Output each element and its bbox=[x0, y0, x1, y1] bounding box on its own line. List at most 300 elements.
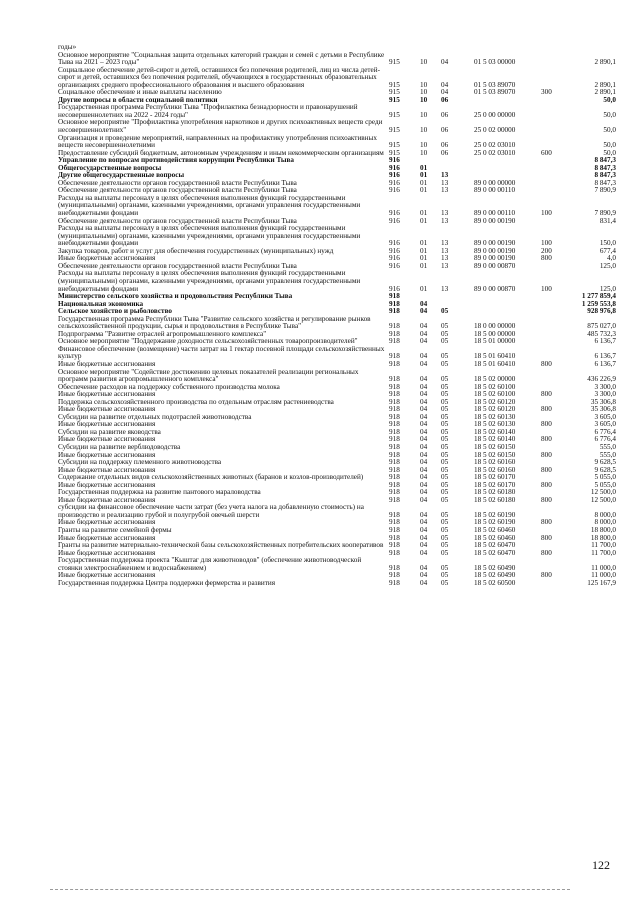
row-subsection-code: 05 bbox=[441, 390, 449, 399]
row-target-article: 18 5 02 60170 bbox=[474, 473, 516, 482]
row-amount: 8 847,3 bbox=[594, 171, 616, 180]
row-expense-type: 800 bbox=[541, 533, 552, 542]
row-amount: 6 776,4 bbox=[594, 427, 616, 436]
row-section-code: 04 bbox=[420, 442, 428, 451]
row-expense-type: 200 bbox=[541, 246, 552, 255]
row-amount: 6 136,7 bbox=[594, 359, 616, 368]
row-ved-code: 918 bbox=[389, 359, 400, 368]
row-amount: 11 700,0 bbox=[591, 541, 616, 550]
table-row bbox=[58, 504, 616, 519]
row-subsection-code: 05 bbox=[441, 375, 449, 384]
row-subsection-code: 05 bbox=[441, 578, 449, 587]
row-expense-type: 800 bbox=[541, 254, 552, 263]
row-ved-code: 915 bbox=[389, 148, 400, 157]
row-subsection-code: 05 bbox=[441, 458, 449, 467]
table-row bbox=[58, 135, 616, 150]
row-target-article: 01 5 03 00000 bbox=[474, 58, 516, 67]
row-section-code: 04 bbox=[420, 307, 428, 316]
row-target-article: 25 0 02 00000 bbox=[474, 126, 516, 135]
row-subsection-code: 05 bbox=[441, 337, 449, 346]
row-target-article: 18 5 01 00000 bbox=[474, 337, 516, 346]
row-ved-code: 916 bbox=[389, 171, 400, 180]
row-amount: 11 700,0 bbox=[591, 548, 616, 557]
row-expense-type: 800 bbox=[541, 518, 552, 527]
row-section-code: 04 bbox=[420, 427, 428, 436]
row-ved-code: 915 bbox=[389, 110, 400, 119]
row-name: Иные бюджетные ассигнования bbox=[58, 420, 156, 429]
row-subsection-code: 05 bbox=[441, 548, 449, 557]
row-subsection-code: 04 bbox=[441, 58, 449, 67]
row-subsection-code: 05 bbox=[441, 518, 449, 527]
row-section-code: 10 bbox=[420, 58, 428, 67]
row-name: Иные бюджетные ассигнования bbox=[58, 548, 156, 557]
row-subsection-code: 05 bbox=[441, 382, 449, 391]
table-row bbox=[58, 119, 616, 134]
row-amount: 9 628,5 bbox=[594, 458, 616, 467]
row-ved-code: 916 bbox=[389, 239, 400, 248]
row-section-code: 10 bbox=[420, 126, 428, 135]
row-subsection-code: 05 bbox=[441, 322, 449, 331]
row-ved-code: 918 bbox=[389, 337, 400, 346]
row-target-article: 01 5 03 89070 bbox=[474, 80, 516, 89]
row-amount: 2 890,1 bbox=[594, 88, 616, 97]
row-name: Иные бюджетные ассигнования bbox=[58, 518, 156, 527]
row-name: Общегосударственные вопросы bbox=[58, 163, 162, 172]
row-name: Иные бюджетные ассигнования bbox=[58, 533, 156, 542]
row-name: Обеспечение деятельности органов государственной власти Республики Тыва bbox=[58, 261, 297, 270]
row-name: Закупка товаров, работ и услуг для обеспечения государственных (муниципальных) нужд bbox=[58, 246, 334, 255]
row-target-article: 18 5 02 60490 bbox=[474, 571, 516, 580]
row-amount: 3 300,0 bbox=[594, 390, 616, 399]
row-amount: 677,4 bbox=[599, 246, 616, 255]
row-subsection-code: 05 bbox=[441, 442, 449, 451]
row-section-code: 04 bbox=[420, 405, 428, 414]
row-target-article: 18 5 02 60500 bbox=[474, 578, 516, 587]
row-amount: 50,0 bbox=[603, 148, 616, 157]
row-expense-type: 800 bbox=[541, 480, 552, 489]
row-name: Гранты на развитие материально-технической базы сельскохозяйственных потребительских кооперативов bbox=[58, 541, 384, 550]
row-subsection-code: 06 bbox=[441, 148, 449, 157]
row-ved-code: 915 bbox=[389, 88, 400, 97]
row-name: Иные бюджетные ассигнования bbox=[58, 495, 156, 504]
row-ved-code: 916 bbox=[389, 254, 400, 263]
row-amount: 9 628,5 bbox=[594, 465, 616, 474]
row-amount: 50,0 bbox=[603, 141, 616, 150]
row-amount: 12 500,0 bbox=[590, 495, 616, 504]
row-name: Расходы на выплаты персоналу в целях обеспечения выполнения функций государственными (муниципальными) органами, казенными учреждениями, органами управления государственными внебюджетными фондами bbox=[58, 224, 361, 248]
row-section-code: 01 bbox=[420, 246, 428, 255]
row-subsection-code: 04 bbox=[441, 80, 449, 89]
row-amount: 436 226,9 bbox=[587, 375, 616, 384]
row-amount: 125,0 bbox=[599, 284, 616, 293]
row-target-article: 25 0 02 03010 bbox=[474, 148, 516, 157]
row-target-article: 18 5 02 60100 bbox=[474, 382, 516, 391]
row-section-code: 01 bbox=[420, 178, 428, 187]
row-section-code: 04 bbox=[420, 533, 428, 542]
budget-table bbox=[58, 44, 616, 587]
row-subsection-code: 05 bbox=[441, 480, 449, 489]
row-ved-code: 918 bbox=[389, 450, 400, 459]
row-target-article: 18 5 02 60460 bbox=[474, 533, 516, 542]
row-subsection-code: 05 bbox=[441, 329, 449, 338]
row-ved-code: 918 bbox=[389, 571, 400, 580]
row-name: Основное мероприятие "Профилактика употребления наркотиков и других психоактивных веществ среди несовершеннолетних" bbox=[58, 118, 383, 135]
row-name: Иные бюджетные ассигнования bbox=[58, 450, 156, 459]
row-target-article: 25 0 02 03010 bbox=[474, 141, 516, 150]
row-section-code: 01 bbox=[420, 254, 428, 263]
row-ved-code: 918 bbox=[389, 322, 400, 331]
row-name: субсидии на финансовое обеспечение части затрат (без учета налога на добавленную стоимость) на производство и реализацию грубой и полугрубой овечьей шерсти bbox=[58, 503, 364, 519]
row-ved-code: 918 bbox=[389, 480, 400, 489]
row-ved-code: 915 bbox=[389, 58, 400, 67]
row-subsection-code: 13 bbox=[441, 209, 449, 218]
row-amount: 6 136,7 bbox=[594, 352, 616, 361]
row-amount: 8 847,3 bbox=[594, 156, 616, 165]
row-ved-code: 918 bbox=[389, 405, 400, 414]
row-section-code: 04 bbox=[420, 563, 428, 572]
row-amount: 485 732,3 bbox=[587, 329, 616, 338]
row-name: годы» bbox=[58, 43, 77, 51]
row-subsection-code: 06 bbox=[441, 141, 449, 150]
row-target-article: 18 5 01 60410 bbox=[474, 359, 516, 368]
table-row bbox=[58, 369, 616, 384]
row-target-article: 89 0 00 00190 bbox=[474, 216, 516, 225]
row-name: Содержание отдельных видов сельскохозяйственных животных (баранов и козлов-производителей) bbox=[58, 473, 364, 482]
row-amount: 35 306,8 bbox=[590, 405, 616, 414]
row-amount: 5 055,0 bbox=[594, 480, 616, 489]
row-amount: 6 776,4 bbox=[594, 435, 616, 444]
row-ved-code: 918 bbox=[389, 563, 400, 572]
row-name: Субсидии на развитие яководства bbox=[58, 427, 161, 436]
row-amount: 928 976,8 bbox=[587, 307, 616, 316]
row-amount: 555,0 bbox=[599, 442, 616, 451]
row-name: Обеспечение деятельности органов государственной власти Республики Тыва bbox=[58, 216, 297, 225]
row-expense-type: 800 bbox=[541, 450, 552, 459]
row-ved-code: 916 bbox=[389, 209, 400, 218]
row-name: Государственная поддержка проекта "Кыштаг для животноводов" (обеспечение животноводческой стоянки электроснабжением и водоснабжением) bbox=[58, 556, 362, 572]
row-name: Иные бюджетные ассигнования bbox=[58, 465, 156, 474]
row-name: Субсидии на развитие верблюдоводства bbox=[58, 442, 181, 451]
row-amount: 50,0 bbox=[603, 126, 616, 135]
row-subsection-code: 05 bbox=[441, 465, 449, 474]
page-number: 122 bbox=[592, 858, 610, 872]
row-ved-code: 918 bbox=[389, 548, 400, 557]
row-name: Обеспечение деятельности органов государственной власти Республики Тыва bbox=[58, 186, 297, 195]
row-target-article: 89 0 00 00190 bbox=[474, 246, 516, 255]
row-subsection-code: 06 bbox=[441, 110, 449, 119]
row-amount: 1 277 859,4 bbox=[581, 292, 616, 301]
row-expense-type: 100 bbox=[541, 239, 552, 248]
row-target-article: 18 5 02 60150 bbox=[474, 450, 516, 459]
row-amount: 8 847,3 bbox=[594, 178, 616, 187]
row-name: Обеспечение деятельности органов государственной власти Республики Тыва bbox=[58, 178, 297, 187]
row-target-article: 18 5 02 60130 bbox=[474, 412, 516, 421]
row-subsection-code: 05 bbox=[441, 541, 449, 550]
row-section-code: 04 bbox=[420, 541, 428, 550]
row-section-code: 04 bbox=[420, 299, 428, 308]
row-subsection-code: 13 bbox=[441, 239, 449, 248]
row-target-article: 89 0 00 00190 bbox=[474, 239, 516, 248]
row-name: Иные бюджетные ассигнования bbox=[58, 254, 156, 263]
row-section-code: 10 bbox=[420, 88, 428, 97]
row-ved-code: 918 bbox=[389, 442, 400, 451]
table-row bbox=[58, 580, 616, 588]
row-subsection-code: 13 bbox=[441, 216, 449, 225]
row-target-article: 18 5 02 00000 bbox=[474, 375, 516, 384]
row-expense-type: 800 bbox=[541, 359, 552, 368]
row-ved-code: 918 bbox=[389, 329, 400, 338]
row-expense-type: 100 bbox=[541, 284, 552, 293]
row-section-code: 10 bbox=[420, 110, 428, 119]
row-target-article: 18 5 02 60470 bbox=[474, 548, 516, 557]
row-subsection-code: 04 bbox=[441, 88, 449, 97]
row-name: Иные бюджетные ассигнования bbox=[58, 390, 156, 399]
row-name: Управление по вопросам противодействия коррупции Республики Тыва bbox=[58, 156, 294, 165]
row-ved-code: 918 bbox=[389, 352, 400, 361]
table-row bbox=[58, 225, 616, 248]
row-subsection-code: 13 bbox=[441, 186, 449, 195]
row-section-code: 01 bbox=[420, 261, 428, 270]
row-target-article: 18 5 02 60140 bbox=[474, 427, 516, 436]
row-subsection-code: 05 bbox=[441, 510, 449, 519]
row-expense-type: 800 bbox=[541, 390, 552, 399]
row-ved-code: 915 bbox=[389, 141, 400, 150]
row-ved-code: 918 bbox=[389, 420, 400, 429]
row-section-code: 04 bbox=[420, 510, 428, 519]
row-name: Сельское хозяйство и рыболовство bbox=[58, 307, 173, 316]
row-name: Основное мероприятие "Содействие достижению целевых показателей реализации региональных программ развития агропромышленного комплекса" bbox=[58, 367, 359, 384]
row-section-code: 04 bbox=[420, 488, 428, 497]
row-subsection-code: 13 bbox=[441, 261, 449, 270]
row-target-article: 89 0 00 00110 bbox=[474, 209, 516, 218]
row-ved-code: 916 bbox=[389, 163, 400, 172]
row-amount: 2 890,1 bbox=[594, 58, 616, 67]
row-section-code: 04 bbox=[420, 352, 428, 361]
row-amount: 5 055,0 bbox=[594, 473, 616, 482]
row-subsection-code: 05 bbox=[441, 563, 449, 572]
row-target-article: 18 5 02 60140 bbox=[474, 435, 516, 444]
row-amount: 8 000,0 bbox=[594, 510, 616, 519]
row-name: Другие общегосударственные вопросы bbox=[58, 171, 185, 180]
row-subsection-code: 05 bbox=[441, 526, 449, 534]
row-expense-type: 800 bbox=[541, 465, 552, 474]
row-section-code: 04 bbox=[420, 571, 428, 580]
row-name: Социальное обеспечение детей-сирот и детей, оставшихся без попечения родителей, лиц из числа детей-сирот и детей, оставшихся без попечения родителей, обучающихся в государственных образовательных организациях среднего профессионального образования и высшего образования bbox=[58, 65, 380, 89]
row-subsection-code: 05 bbox=[441, 495, 449, 504]
row-name: Государственная программа Республики Тыва "Развитие сельского хозяйства и регулирование рынков сельскохозяйственной продукции, сырья и продовольствия в Республике Тыва" bbox=[58, 314, 371, 331]
row-subsection-code: 05 bbox=[441, 427, 449, 436]
row-ved-code: 916 bbox=[389, 216, 400, 225]
row-subsection-code: 05 bbox=[441, 533, 449, 542]
row-ved-code: 918 bbox=[389, 541, 400, 550]
row-amount: 1 259 553,8 bbox=[581, 299, 616, 308]
footer-divider bbox=[50, 889, 570, 890]
row-amount: 875 027,0 bbox=[587, 322, 616, 331]
row-target-article: 18 5 02 60470 bbox=[474, 541, 516, 550]
row-amount: 50,0 bbox=[603, 95, 616, 104]
row-target-article: 18 5 02 60100 bbox=[474, 390, 516, 399]
row-ved-code: 915 bbox=[389, 95, 400, 104]
row-section-code: 04 bbox=[420, 465, 428, 474]
row-target-article: 89 0 00 00000 bbox=[474, 178, 516, 187]
row-name: Организация и проведение мероприятий, направленных на профилактику употребления психоактивных веществ несовершеннолетними bbox=[58, 133, 377, 150]
row-target-article: 89 0 00 00870 bbox=[474, 261, 516, 270]
row-subsection-code: 05 bbox=[441, 397, 449, 406]
row-section-code: 04 bbox=[420, 495, 428, 504]
row-ved-code: 916 bbox=[389, 186, 400, 195]
row-ved-code: 918 bbox=[389, 390, 400, 399]
row-expense-type: 800 bbox=[541, 405, 552, 414]
row-amount: 4,0 bbox=[607, 254, 616, 263]
row-name: Министерство сельского хозяйства и продовольствия Республики Тыва bbox=[58, 292, 293, 301]
row-target-article: 18 5 02 60130 bbox=[474, 420, 516, 429]
row-section-code: 01 bbox=[420, 284, 428, 293]
row-subsection-code: 13 bbox=[441, 284, 449, 293]
row-section-code: 01 bbox=[420, 209, 428, 218]
table-row bbox=[58, 104, 616, 119]
row-amount: 7 890,9 bbox=[594, 186, 616, 195]
row-ved-code: 918 bbox=[389, 465, 400, 474]
row-section-code: 04 bbox=[420, 322, 428, 331]
row-target-article: 18 5 00 00000 bbox=[474, 329, 516, 338]
row-ved-code: 916 bbox=[389, 246, 400, 255]
row-target-article: 01 5 03 89070 bbox=[474, 88, 516, 97]
table-row bbox=[58, 52, 616, 67]
row-name: Расходы на выплаты персоналу в целях обеспечения выполнения функций государственными (муниципальными) органами, казенными учреждениями, органами управления государственными внебюджетными фондами bbox=[58, 269, 361, 293]
row-name: Социальное обеспечение и иные выплаты населению bbox=[58, 88, 222, 97]
row-amount: 125 167,9 bbox=[587, 578, 616, 587]
row-ved-code: 915 bbox=[389, 126, 400, 135]
row-amount: 831,4 bbox=[599, 216, 616, 225]
row-section-code: 04 bbox=[420, 458, 428, 467]
row-ved-code: 918 bbox=[389, 382, 400, 391]
row-subsection-code: 05 bbox=[441, 359, 449, 368]
row-target-article: 18 5 02 60120 bbox=[474, 405, 516, 414]
row-subsection-code: 05 bbox=[441, 405, 449, 414]
row-amount: 18 800,0 bbox=[590, 533, 616, 542]
row-ved-code: 918 bbox=[389, 510, 400, 519]
row-section-code: 10 bbox=[420, 148, 428, 157]
row-amount: 18 800,0 bbox=[590, 526, 616, 534]
row-ved-code: 916 bbox=[389, 178, 400, 187]
row-ved-code: 915 bbox=[389, 80, 400, 89]
row-amount: 8 000,0 bbox=[594, 518, 616, 527]
row-ved-code: 918 bbox=[389, 412, 400, 421]
row-section-code: 01 bbox=[420, 239, 428, 248]
row-name: Подпрограмма "Развитие отраслей агропромышленного комплекса" bbox=[58, 329, 267, 338]
row-target-article: 18 5 02 60180 bbox=[474, 495, 516, 504]
row-subsection-code: 05 bbox=[441, 307, 449, 316]
row-ved-code: 918 bbox=[389, 488, 400, 497]
row-section-code: 01 bbox=[420, 163, 428, 172]
row-amount: 3 605,0 bbox=[594, 420, 616, 429]
row-ved-code: 918 bbox=[389, 533, 400, 542]
row-name: Субсидии на развитие отдельных подотраслей животноводства bbox=[58, 412, 252, 421]
row-amount: 7 890,9 bbox=[594, 209, 616, 218]
row-name: Обеспечение расходов на поддержку собственного производства молока bbox=[58, 382, 280, 391]
row-ved-code: 918 bbox=[389, 375, 400, 384]
row-subsection-code: 13 bbox=[441, 171, 449, 180]
row-amount: 8 847,3 bbox=[594, 163, 616, 172]
row-name: Иные бюджетные ассигнования bbox=[58, 435, 156, 444]
row-name: Поддержка сельскохозяйственного производства по отдельным отраслям растениеводства bbox=[58, 397, 334, 406]
row-section-code: 10 bbox=[420, 141, 428, 150]
row-amount: 6 136,7 bbox=[594, 337, 616, 346]
row-section-code: 04 bbox=[420, 480, 428, 489]
row-ved-code: 916 bbox=[389, 156, 400, 165]
row-ved-code: 918 bbox=[389, 307, 400, 316]
row-expense-type: 800 bbox=[541, 420, 552, 429]
row-subsection-code: 05 bbox=[441, 420, 449, 429]
row-name: Государственная программа Республики Тыва "Профилактика безнадзорности и правонарушений несовершеннолетних на 2022 - 2024 годы" bbox=[58, 103, 358, 119]
row-amount: 50,0 bbox=[603, 110, 616, 119]
row-target-article: 89 0 00 00870 bbox=[474, 284, 516, 293]
row-section-code: 04 bbox=[420, 329, 428, 338]
row-name: Предоставление субсидий бюджетным, автономным учреждениям и иным некоммерческим организациям bbox=[58, 148, 384, 157]
row-target-article: 18 0 00 00000 bbox=[474, 322, 516, 331]
row-name: Гранты на развитие семейной фермы bbox=[58, 526, 172, 534]
row-section-code: 04 bbox=[420, 420, 428, 429]
row-name: Иные бюджетные ассигнования bbox=[58, 571, 156, 580]
row-expense-type: 100 bbox=[541, 209, 552, 218]
row-section-code: 01 bbox=[420, 171, 428, 180]
row-ved-code: 918 bbox=[389, 427, 400, 436]
row-name: Иные бюджетные ассигнования bbox=[58, 359, 156, 368]
row-subsection-code: 13 bbox=[441, 178, 449, 187]
row-amount: 35 306,8 bbox=[590, 397, 616, 406]
row-amount: 3 300,0 bbox=[594, 382, 616, 391]
row-target-article: 18 5 01 60410 bbox=[474, 352, 516, 361]
row-target-article: 18 5 02 60190 bbox=[474, 518, 516, 527]
row-target-article: 18 5 02 60120 bbox=[474, 397, 516, 406]
row-name: Другие вопросы в области социальной политики bbox=[58, 95, 218, 104]
row-section-code: 04 bbox=[420, 390, 428, 399]
row-ved-code: 918 bbox=[389, 518, 400, 527]
row-ved-code: 918 bbox=[389, 473, 400, 482]
row-section-code: 04 bbox=[420, 359, 428, 368]
row-ved-code: 916 bbox=[389, 284, 400, 293]
row-expense-type: 800 bbox=[541, 435, 552, 444]
row-section-code: 10 bbox=[420, 80, 428, 89]
row-subsection-code: 05 bbox=[441, 435, 449, 444]
row-section-code: 04 bbox=[420, 412, 428, 421]
row-target-article: 18 5 02 60180 bbox=[474, 488, 516, 497]
row-section-code: 04 bbox=[420, 382, 428, 391]
row-ved-code: 918 bbox=[389, 495, 400, 504]
row-subsection-code: 05 bbox=[441, 450, 449, 459]
row-section-code: 04 bbox=[420, 526, 428, 534]
row-subsection-code: 05 bbox=[441, 412, 449, 421]
row-amount: 11 000,0 bbox=[591, 563, 616, 572]
row-expense-type: 800 bbox=[541, 571, 552, 580]
row-amount: 12 500,0 bbox=[590, 488, 616, 497]
row-target-article: 89 0 00 00110 bbox=[474, 186, 516, 195]
row-amount: 3 605,0 bbox=[594, 412, 616, 421]
row-target-article: 18 5 02 60160 bbox=[474, 458, 516, 467]
row-ved-code: 918 bbox=[389, 458, 400, 467]
row-section-code: 10 bbox=[420, 95, 428, 104]
table-row bbox=[58, 67, 616, 90]
row-amount: 125,0 bbox=[599, 261, 616, 270]
row-ved-code: 918 bbox=[389, 435, 400, 444]
row-name: Финансовое обеспечение (возмещение) части затрат на 1 гектар посевной площади сельскохозяйственных культур bbox=[58, 344, 385, 361]
row-section-code: 04 bbox=[420, 450, 428, 459]
row-subsection-code: 05 bbox=[441, 473, 449, 482]
row-section-code: 04 bbox=[420, 473, 428, 482]
row-section-code: 04 bbox=[420, 435, 428, 444]
row-amount: 150,0 bbox=[599, 239, 616, 248]
row-target-article: 18 5 02 60150 bbox=[474, 442, 516, 451]
